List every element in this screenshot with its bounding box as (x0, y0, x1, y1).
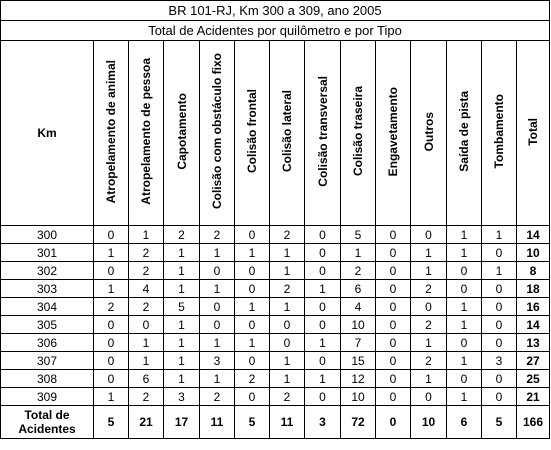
table-row (1, 244, 550, 262)
value-cell: 6 (341, 280, 376, 298)
column-total-cell: 5 (482, 406, 517, 439)
value-cell: 10 (341, 388, 376, 406)
value-cell: 1 (305, 280, 341, 298)
value-cell: 1 (164, 244, 200, 262)
value-cell: 0 (305, 316, 341, 334)
value-cell: 0 (376, 262, 411, 280)
value-cell: 0 (482, 244, 517, 262)
value-cell: 1 (305, 370, 341, 388)
value-cell: 0 (270, 334, 305, 352)
value-cell: 1 (164, 280, 200, 298)
value-cell: 2 (341, 262, 376, 280)
value-cell: 0 (376, 226, 411, 244)
value-cell: 0 (235, 280, 270, 298)
value-cell: 1 (235, 334, 270, 352)
value-cell: 0 (482, 280, 517, 298)
table-row (1, 316, 550, 334)
km-cell: 304 (1, 298, 94, 316)
column-header-label: Outros (421, 111, 436, 152)
value-cell: 2 (200, 226, 235, 244)
value-cell: 15 (341, 352, 376, 370)
value-cell: 1 (482, 226, 517, 244)
table-row (1, 226, 550, 244)
value-cell: 2 (270, 280, 305, 298)
row-total-cell: 18 (517, 280, 550, 298)
value-cell: 2 (411, 352, 447, 370)
column-header-label: Colisão traseira (351, 86, 365, 177)
value-cell: 2 (129, 244, 164, 262)
value-cell: 2 (235, 370, 270, 388)
table-subtitle: Total de Acidentes por quilômetro e por Tipo (1, 21, 550, 41)
value-cell: 1 (447, 352, 482, 370)
column-header (411, 41, 447, 226)
totals-label-line1: Total de (24, 408, 70, 422)
column-header (376, 41, 411, 226)
value-cell: 12 (341, 370, 376, 388)
value-cell: 0 (235, 352, 270, 370)
column-header-label: Capotamento (174, 93, 189, 170)
column-total-cell: 5 (94, 406, 129, 439)
value-cell: 0 (94, 316, 129, 334)
value-cell: 0 (411, 388, 447, 406)
value-cell: 1 (94, 244, 129, 262)
value-cell: 4 (341, 298, 376, 316)
value-cell: 0 (482, 334, 517, 352)
column-header (482, 41, 517, 226)
value-cell: 3 (482, 352, 517, 370)
value-cell: 0 (235, 388, 270, 406)
value-cell: 0 (235, 316, 270, 334)
column-total-cell: 5 (235, 406, 270, 439)
value-cell: 1 (411, 370, 447, 388)
column-header (447, 41, 482, 226)
value-cell: 5 (164, 298, 200, 316)
km-cell: 303 (1, 280, 94, 298)
value-cell: 2 (411, 316, 447, 334)
value-cell: 1 (94, 280, 129, 298)
value-cell: 1 (411, 244, 447, 262)
value-cell: 0 (376, 316, 411, 334)
column-header-label: Saída de pista (457, 91, 471, 172)
value-cell: 7 (341, 334, 376, 352)
value-cell: 2 (94, 298, 129, 316)
value-cell: 1 (447, 226, 482, 244)
column-header (305, 41, 341, 226)
value-cell: 0 (376, 352, 411, 370)
column-header-label: Atropelamento de pessoa (139, 58, 153, 205)
value-cell: 1 (447, 244, 482, 262)
row-total-cell: 8 (517, 262, 550, 280)
value-cell: 1 (411, 262, 447, 280)
value-cell: 0 (376, 388, 411, 406)
value-cell: 1 (94, 388, 129, 406)
value-cell: 6 (129, 370, 164, 388)
value-cell: 0 (376, 280, 411, 298)
column-header (129, 41, 164, 226)
value-cell: 1 (270, 262, 305, 280)
table-row (1, 352, 550, 370)
value-cell: 0 (270, 316, 305, 334)
value-cell: 1 (411, 334, 447, 352)
column-total-cell: 72 (341, 406, 376, 439)
column-total-cell: 0 (376, 406, 411, 439)
table-row (1, 334, 550, 352)
value-cell: 0 (94, 262, 129, 280)
km-cell: 305 (1, 316, 94, 334)
row-total-cell: 25 (517, 370, 550, 388)
value-cell: 0 (94, 352, 129, 370)
table-row (1, 298, 550, 316)
value-cell: 0 (129, 316, 164, 334)
value-cell: 0 (235, 262, 270, 280)
value-cell: 1 (305, 334, 341, 352)
column-total-cell: 11 (270, 406, 305, 439)
value-cell: 1 (447, 388, 482, 406)
column-total-cell: 10 (411, 406, 447, 439)
value-cell: 0 (305, 226, 341, 244)
value-cell: 0 (94, 370, 129, 388)
column-header (341, 41, 376, 226)
value-cell: 0 (411, 298, 447, 316)
value-cell: 0 (200, 298, 235, 316)
column-header (517, 41, 550, 226)
value-cell: 3 (200, 352, 235, 370)
column-header (94, 41, 129, 226)
value-cell: 2 (164, 226, 200, 244)
value-cell: 1 (270, 298, 305, 316)
value-cell: 1 (200, 244, 235, 262)
column-header (200, 41, 235, 226)
value-cell: 1 (129, 352, 164, 370)
value-cell: 0 (305, 298, 341, 316)
table-title: BR 101-RJ, Km 300 a 309, ano 2005 (1, 1, 550, 21)
column-header-label: Colisão lateral (280, 90, 294, 173)
value-cell: 1 (341, 244, 376, 262)
value-cell: 4 (129, 280, 164, 298)
value-cell: 0 (305, 388, 341, 406)
value-cell: 0 (376, 298, 411, 316)
value-cell: 1 (129, 334, 164, 352)
value-cell: 0 (482, 370, 517, 388)
value-cell: 10 (341, 316, 376, 334)
km-cell: 302 (1, 262, 94, 280)
value-cell: 1 (482, 262, 517, 280)
row-total-cell: 27 (517, 352, 550, 370)
column-header (270, 41, 305, 226)
value-cell: 1 (200, 280, 235, 298)
column-header-label: Tombamento (492, 94, 506, 169)
value-cell: 1 (447, 298, 482, 316)
km-cell: 308 (1, 370, 94, 388)
value-cell: 0 (200, 316, 235, 334)
row-total-cell: 14 (517, 226, 550, 244)
value-cell: 1 (200, 370, 235, 388)
row-total-cell: 16 (517, 298, 550, 316)
column-header-label: Engavetamento (386, 86, 400, 177)
value-cell: 2 (270, 226, 305, 244)
grand-total-cell: 166 (517, 406, 550, 439)
value-cell: 0 (376, 244, 411, 262)
value-cell: 1 (164, 334, 200, 352)
value-cell: 1 (164, 370, 200, 388)
value-cell: 2 (129, 298, 164, 316)
table-row (1, 388, 550, 406)
column-header-label: Colisão transversal (315, 76, 330, 187)
value-cell: 0 (305, 352, 341, 370)
totals-row (1, 406, 550, 439)
value-cell: 1 (270, 352, 305, 370)
column-header-label: Colisão com obstáculo fixo (210, 53, 224, 210)
value-cell: 0 (447, 334, 482, 352)
row-total-cell: 13 (517, 334, 550, 352)
value-cell: 0 (482, 298, 517, 316)
value-cell: 1 (164, 352, 200, 370)
value-cell: 1 (235, 244, 270, 262)
value-cell: 0 (447, 280, 482, 298)
value-cell: 1 (164, 262, 200, 280)
value-cell: 0 (376, 334, 411, 352)
value-cell: 0 (376, 370, 411, 388)
value-cell: 0 (411, 226, 447, 244)
column-total-cell: 6 (447, 406, 482, 439)
value-cell: 0 (482, 388, 517, 406)
column-total-cell: 11 (200, 406, 235, 439)
value-cell: 2 (129, 262, 164, 280)
value-cell: 2 (200, 388, 235, 406)
value-cell: 2 (411, 280, 447, 298)
column-header-label: Atropelamento de animal (104, 59, 118, 204)
value-cell: 1 (164, 316, 200, 334)
value-cell: 1 (270, 370, 305, 388)
value-cell: 1 (270, 244, 305, 262)
column-total-cell: 21 (129, 406, 164, 439)
table-row (1, 280, 550, 298)
value-cell: 0 (447, 370, 482, 388)
value-cell: 0 (305, 262, 341, 280)
value-cell: 0 (482, 316, 517, 334)
table-row (1, 370, 550, 388)
column-header (235, 41, 270, 226)
km-cell: 306 (1, 334, 94, 352)
km-cell: 301 (1, 244, 94, 262)
row-total-cell: 14 (517, 316, 550, 334)
value-cell: 1 (447, 316, 482, 334)
column-header (164, 41, 200, 226)
value-cell: 3 (164, 388, 200, 406)
row-total-cell: 10 (517, 244, 550, 262)
km-header: Km (1, 41, 94, 226)
value-cell: 0 (305, 244, 341, 262)
row-total-cell: 21 (517, 388, 550, 406)
table-row (1, 262, 550, 280)
value-cell: 0 (200, 262, 235, 280)
totals-label-line2: Acidentes (18, 422, 76, 436)
value-cell: 1 (235, 298, 270, 316)
column-header-label: Colisão frontal (245, 89, 259, 174)
value-cell: 0 (94, 334, 129, 352)
value-cell: 0 (94, 226, 129, 244)
km-cell: 309 (1, 388, 94, 406)
value-cell: 2 (129, 388, 164, 406)
column-total-cell: 17 (164, 406, 200, 439)
value-cell: 2 (270, 388, 305, 406)
km-cell: 307 (1, 352, 94, 370)
totals-label (1, 406, 94, 439)
value-cell: 1 (200, 334, 235, 352)
km-cell: 300 (1, 226, 94, 244)
column-total-cell: 3 (305, 406, 341, 439)
value-cell: 5 (341, 226, 376, 244)
value-cell: 0 (447, 262, 482, 280)
column-header-label: Total (526, 117, 541, 146)
value-cell: 1 (129, 226, 164, 244)
value-cell: 0 (235, 226, 270, 244)
